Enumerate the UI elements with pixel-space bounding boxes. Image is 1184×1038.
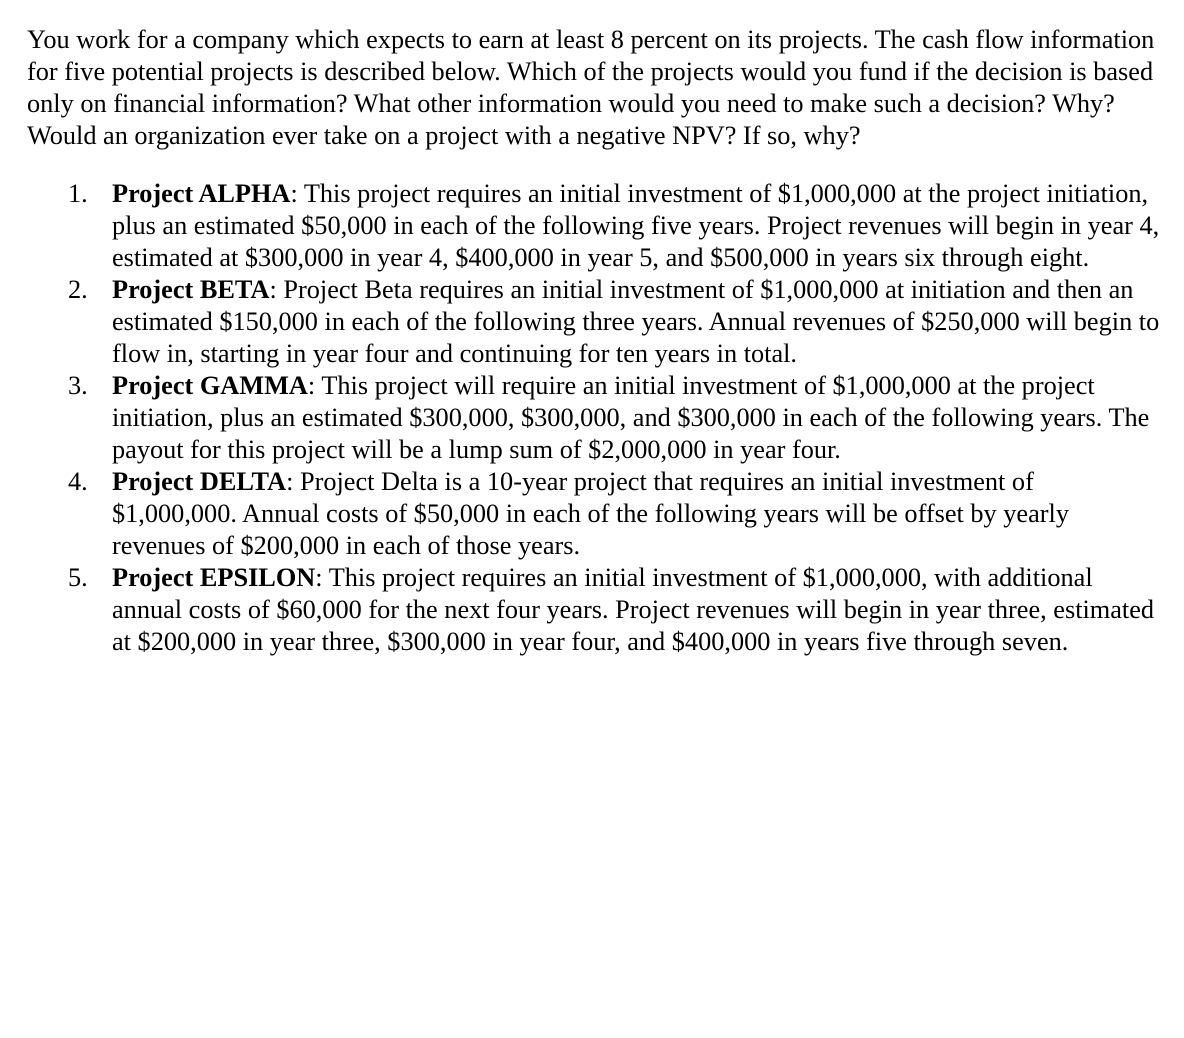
project-item-delta <box>27 466 1163 562</box>
project-number: 4. <box>68 467 88 496</box>
project-description: : Project Beta requires an initial investment of $1,000,000 at initiation and then an estimated $150,000 in each of the following three years. Annual revenues of $250,000 will begin to flow in, starting in year four and continuing for ten years in total. <box>112 275 1160 368</box>
project-item-gamma <box>27 370 1163 466</box>
project-name: Project BETA <box>112 275 270 304</box>
question-intro: You work for a company which expects to earn at least 8 percent on its projects. The cash flow information for five potential projects is described below. Which of the projects would you fund if the decision is based only on financial information? What other information would you need to make such a decision? Why? Would an organization ever take on a project with a negative NPV? If so, why? <box>27 25 1155 150</box>
project-number: 1. <box>68 179 88 208</box>
project-name: Project EPSILON <box>112 563 316 592</box>
project-list <box>27 178 1163 658</box>
project-item-beta <box>27 274 1163 370</box>
project-name: Project DELTA <box>112 467 287 496</box>
document-page <box>27 24 1163 658</box>
project-description: : This project will require an initial investment of $1,000,000 at the project initiation, plus an estimated $300,000, $300,000, and $300,000 in each of the following years. The payout for this project will be a lump sum of $2,000,000 in year four. <box>112 371 1150 464</box>
project-description: : This project requires an initial investment of $1,000,000, with additional annual costs of $60,000 for the next four years. Project revenues will begin in year three, estimated at $200,000 in year three, $300,000 in year four, and $400,000 in years five through seven. <box>112 563 1155 656</box>
project-description: : This project requires an initial investment of $1,000,000 at the project initiation, plus an estimated $50,000 in each of the following five years. Project revenues will begin in year 4, estimated at $300,000 in year 4, $400,000 in year 5, and $500,000 in years six through eight. <box>112 179 1160 272</box>
project-item-epsilon <box>27 562 1163 658</box>
project-name: Project ALPHA <box>112 179 291 208</box>
project-name: Project GAMMA <box>112 371 308 400</box>
project-description: : Project Delta is a 10-year project that requires an initial investment of $1,000,000. Annual costs of $50,000 in each of the following years will be offset by yearly revenues of $200,000 in each of those years. <box>112 467 1069 560</box>
project-number: 5. <box>68 563 88 592</box>
project-number: 3. <box>68 371 88 400</box>
project-number: 2. <box>68 275 88 304</box>
project-item-alpha <box>27 178 1163 274</box>
